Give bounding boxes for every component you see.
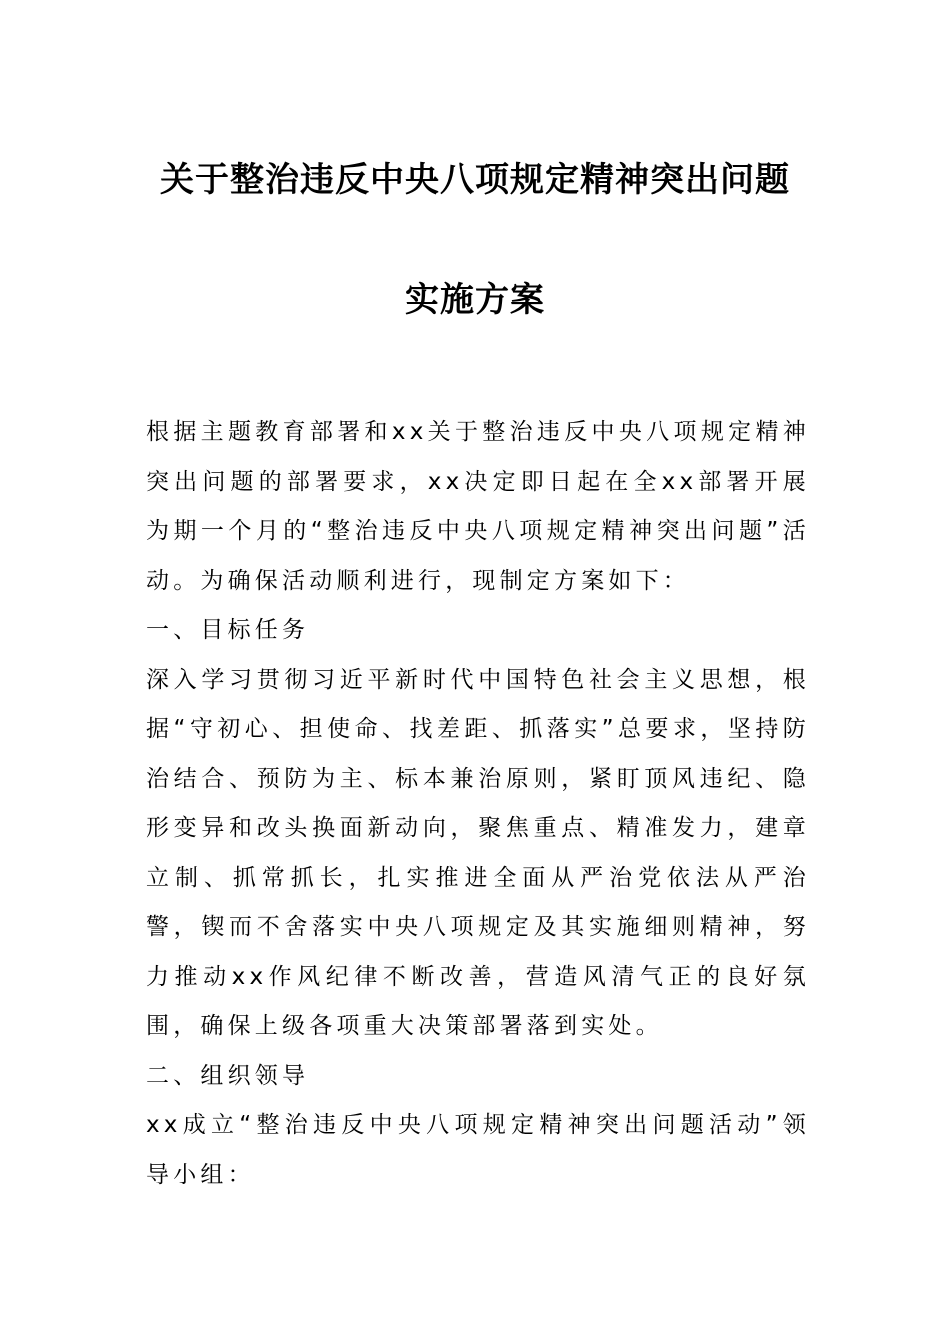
section-2-paragraph: xx成立“整治违反中央八项规定精神突出问题活动”领导小组：	[146, 1112, 810, 1188]
section-1-heading: 一、目标任务	[146, 617, 310, 643]
document-title-line-1: 关于整治违反中央八项规定精神突出问题	[160, 160, 790, 200]
section-2-heading: 二、组织领导	[146, 1062, 310, 1089]
section-1-paragraph: 深入学习贯彻习近平新时代中国特色社会主义思想，根据“守初心、担使命、找差距、抓落实”总要求，坚持防治结合、预防为主、标本兼治原则，紧盯顶风违纪、隐形变异和改头换面新动向，聚焦重点、精准发力，建章立制、抓常抓长，扎实推进全面从严治党依法从严治警，锲而不舍落实中央八项规定及其实施细则精神，努力推动xx作风纪律不断改善，营造风清气正的良好氛围，确保上级各项重大决策部署落到实处。	[146, 666, 810, 1039]
intro-paragraph: 根据主题教育部署和xx关于整治违反中央八项规定精神突出问题的部署要求，xx决定即日起在全xx部署开展为期一个月的“整治违反中央八项规定精神突出问题”活动。为确保活动顺利进行，现制定方案如下：	[146, 419, 810, 594]
document-body	[146, 408, 810, 1200]
document-title-line-2: 实施方案	[405, 280, 545, 320]
